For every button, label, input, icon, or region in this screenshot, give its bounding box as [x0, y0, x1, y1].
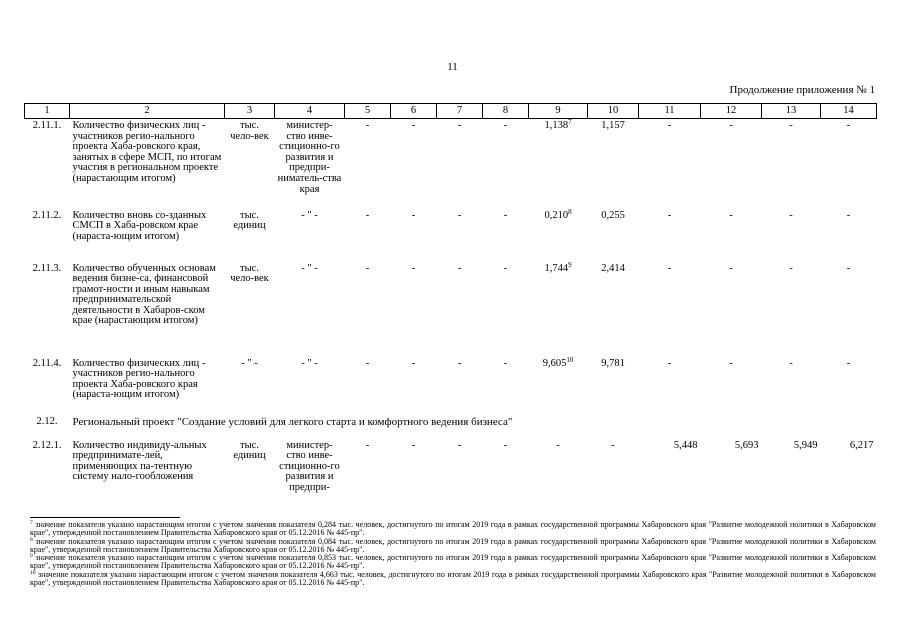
section-number: 2.12. [36, 415, 58, 427]
cell-value: - [411, 209, 416, 221]
cell-value: - [503, 439, 508, 451]
footnote-ref: 8 [568, 207, 572, 216]
indicator-name: Количество обученных основам ведения бизне-са, финансовой грамот-ности и иным навыкам предпринимательской деятельности в Хабаров-ском крае (нарастающим итогом) [72, 262, 216, 327]
footnote-mark: 8 [30, 536, 33, 543]
cell-value: - [411, 357, 416, 369]
col-header: 12 [701, 104, 762, 119]
responsible: - " - [301, 357, 318, 369]
continuation-caption: Продолжение приложения № 1 [729, 84, 875, 96]
cell-value: - [611, 439, 615, 451]
indicator-name: Количество физических лиц - участников регио-нального проекта Хаба-ровского края (нараста-ющим итогом) [72, 357, 206, 401]
indicators-table [24, 103, 877, 501]
footnotes [30, 521, 876, 587]
col-header: 9 [529, 104, 588, 119]
footnote-mark: 7 [30, 520, 33, 526]
cell-value: - [846, 209, 851, 221]
indicator-name: Количество индивиду-альных предпринимате-лей, применяющих па-тентную систему нало-гообложения [72, 439, 207, 483]
responsible: министер-ство инве-стиционно-го развития и предпри- [279, 439, 340, 493]
cell-value: - [411, 439, 416, 451]
cell-value: - [846, 357, 851, 369]
cell-value: - [365, 120, 370, 131]
cell-value: - [789, 209, 793, 221]
table-row [25, 119, 877, 211]
col-header: 10 [588, 104, 639, 119]
cell-value: - [789, 262, 793, 274]
cell-value: - [556, 439, 560, 451]
cell-value: - [729, 357, 733, 369]
cell-value: 5,693 [734, 439, 759, 451]
value: 9,605 [542, 357, 567, 369]
footnote [30, 554, 876, 571]
row-number: 2.11.1. [32, 120, 62, 131]
cell-value: - [667, 357, 672, 369]
cell-value: - [411, 262, 416, 274]
cell-value [529, 355, 588, 417]
cell-value: 6,217 [849, 439, 874, 451]
unit: тыс. единиц [233, 439, 266, 462]
indicator-name: Количество вновь со-зданных СМСП в Хаба-ровском крае (нараста-ющим итогом) [72, 209, 207, 242]
section-title: Региональный проект "Создание условий для легкого старта и комфортного ведения бизнеса" [72, 415, 513, 428]
cell-value: 2,414 [601, 262, 625, 274]
cell-value: - [365, 439, 370, 451]
responsible: министер-ство инве-стиционно-го развития и предпри-ниматель-ства края [277, 120, 342, 195]
cell-value: 0,255 [601, 209, 625, 221]
unit: тыс. единиц [233, 209, 266, 232]
cell-value: - [457, 120, 462, 131]
unit: тыс. чело-век [230, 262, 269, 285]
cell-value: - [667, 262, 672, 274]
cell-value: - [457, 209, 462, 221]
cell-value: - [503, 262, 508, 274]
col-header: 3 [225, 104, 275, 119]
table-row [25, 264, 877, 359]
col-header: 8 [483, 104, 529, 119]
footnote-separator [30, 517, 180, 518]
cell-value: - [457, 439, 462, 451]
footnote-text: значение показателя указано нарастающим итогом с учетом значения показателя 0,284 тыс. человек, достигнутого по итогам 2019 года в рамках государственной программы Хабаровского края "Развитие молодежной политики в Хабаровском крае", утвержденной постановлением Правительства Хабаровского края от 05.12.2016 № 445-пр". [30, 520, 876, 538]
col-header: 4 [275, 104, 345, 119]
cell-value [529, 119, 588, 211]
col-header: 2 [70, 104, 225, 119]
cell-value: - [729, 120, 733, 131]
footnote-text: значение показателя указано нарастающим итогом с учетом значения показателя 0,853 тыс. человек, достигнутого по итогам 2019 года в рамках государственной программы Хабаровского края "Развитие молодежной политики в Хабаровском крае", утвержденной постановлением Правительства Хабаровского края от 05.12.2016 № 445-пр". [30, 553, 876, 571]
cell-value [529, 207, 588, 264]
page-number: 11 [447, 61, 458, 73]
col-header: 11 [639, 104, 701, 119]
row-number: 2.12.1. [32, 439, 62, 451]
row-number: 2.11.4. [32, 357, 62, 369]
unit: тыс. чело-век [230, 120, 269, 142]
cell-value: - [503, 357, 508, 369]
cell-value: - [411, 120, 416, 131]
cell-value: - [846, 120, 851, 131]
responsible: - " - [301, 209, 318, 221]
row-number: 2.11.2. [32, 209, 62, 221]
cell-value: - [729, 262, 733, 274]
cell-value: 9,781 [601, 357, 625, 369]
cell-value: - [846, 262, 851, 274]
col-header: 7 [437, 104, 483, 119]
cell-value: - [503, 120, 508, 131]
value: 0,210 [544, 209, 569, 221]
cell-value: - [457, 357, 462, 369]
footnote-text: значение показателя указано нарастающим итогом с учетом значения показателя 4,663 тыс. человек, достигнутого по итогам 2019 года в рамках государственной программы Хабаровского края "Развитие молодежной политики в Хабаровском крае", утвержденной постановлением Правительства Хабаровского края от 05.12.2016 № 445-пр". [30, 569, 876, 588]
responsible: - " - [301, 262, 318, 274]
cell-value: 1,157 [601, 120, 625, 131]
footnote-text: значение показателя указано нарастающим итогом с учетом значения показателя 0,084 тыс. человек, достигнутого по итогам 2019 года в рамках государственной программы Хабаровского края "Развитие молодежной политики в Хабаровском крае", утвержденной постановлением Правительства Хабаровского края от 05.12.2016 № 445-пр". [30, 536, 876, 554]
cell-value: - [457, 262, 462, 274]
cell-value [529, 260, 588, 359]
cell-value: 5,949 [793, 439, 818, 451]
value: 1,744 [544, 262, 569, 274]
cell-value: - [503, 209, 508, 221]
footnote-mark: 9 [30, 553, 33, 560]
header-row [25, 104, 877, 119]
cell-value: - [667, 120, 672, 131]
cell-value: - [729, 209, 733, 221]
footnote-ref: 10 [566, 355, 574, 364]
footnote [30, 571, 876, 588]
unit: - " - [241, 357, 258, 369]
table-row [25, 359, 877, 417]
table-row [25, 211, 877, 264]
col-header: 5 [345, 104, 391, 119]
cell-value: - [789, 120, 793, 131]
cell-value: 5,448 [673, 439, 698, 451]
cell-value: - [667, 209, 672, 221]
col-header: 1 [25, 104, 70, 119]
footnote-mark: 10 [30, 569, 36, 576]
cell-value: - [365, 209, 370, 221]
footnote [30, 521, 876, 538]
col-header: 13 [762, 104, 821, 119]
table-row [25, 441, 877, 501]
cell-value: - [789, 357, 793, 369]
section-row [25, 417, 877, 441]
cell-value: - [365, 262, 370, 274]
footnote-ref: 7 [568, 118, 572, 126]
col-header: 14 [821, 104, 877, 119]
col-header: 6 [391, 104, 437, 119]
row-number: 2.11.3. [32, 262, 62, 274]
indicator-name: Количество физических лиц - участников регио-нального проекта Хаба-ровского края, занятых в сфере МСП, по итогам участия в региональном проекте (нарастающим итогом) [72, 120, 222, 184]
cell-value: - [365, 357, 370, 369]
footnote [30, 538, 876, 555]
footnote-ref: 9 [568, 260, 572, 269]
value: 1,138 [544, 120, 569, 131]
